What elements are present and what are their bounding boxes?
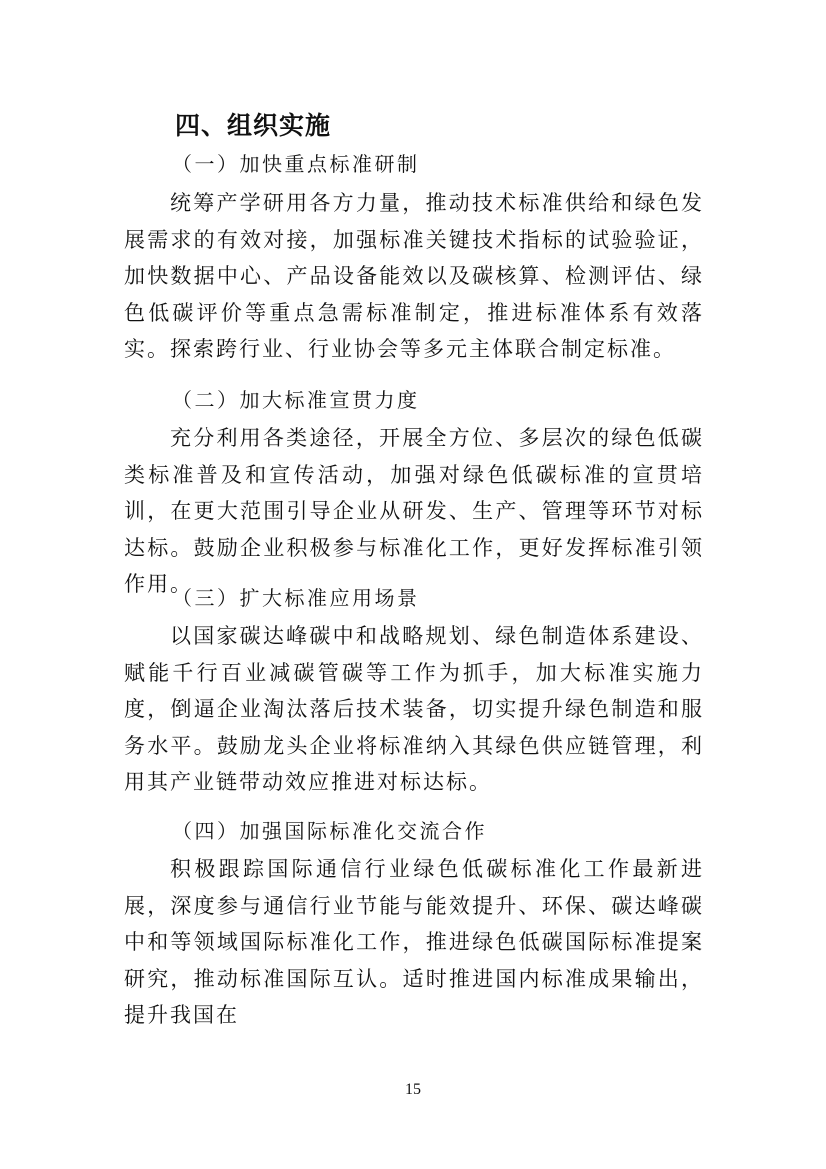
page-number: 15 bbox=[405, 1081, 421, 1098]
subsection-heading-3: （三）扩大标准应用场景 bbox=[172, 586, 420, 610]
section-title: 四、组织实施 bbox=[175, 111, 332, 140]
subsection-heading-1: （一）加快重点标准研制 bbox=[172, 152, 420, 176]
subsection-heading-4: （四）加强国际标准化交流合作 bbox=[172, 819, 487, 843]
subsection-body-2: 充分利用各类途径，开展全方位、多层次的绿色低碳类标准普及和宣传活动，加强对绿色低碳标准的宣贯培训，在更大范围引导企业从研发、生产、管理等环节对标达标。鼓励企业积极参与标准化工作，更好发挥标准引领作用。 bbox=[124, 426, 704, 596]
subsection-body-3: 以国家碳达峰碳中和战略规划、绿色制造体系建设、赋能千行百业减碳管碳等工作为抓手，加大标准实施力度，倒逼企业淘汰落后技术装备，切实提升绿色制造和服务水平。鼓励龙头企业将标准纳入其绿色供应链管理，利用其产业链带动效应推进对标达标。 bbox=[124, 624, 704, 794]
subsection-body-4: 积极跟踪国际通信行业绿色低碳标准化工作最新进展，深度参与通信行业节能与能效提升、环保、碳达峰碳中和等领域国际标准化工作，推进绿色低碳国际标准提案研究，推动标准国际互认。适时推进国内标准成果输出，提升我国在 bbox=[124, 857, 704, 1027]
subsection-body-1: 统筹产学研用各方力量，推动技术标准供给和绿色发展需求的有效对接，加强标准关键技术指标的试验验证，加快数据中心、产品设备能效以及碳核算、检测评估、绿色低碳评价等重点急需标准制定，推进标准体系有效落实。探索跨行业、行业协会等多元主体联合制定标准。 bbox=[124, 191, 704, 361]
subsection-heading-2: （二）加大标准宣贯力度 bbox=[172, 388, 420, 412]
